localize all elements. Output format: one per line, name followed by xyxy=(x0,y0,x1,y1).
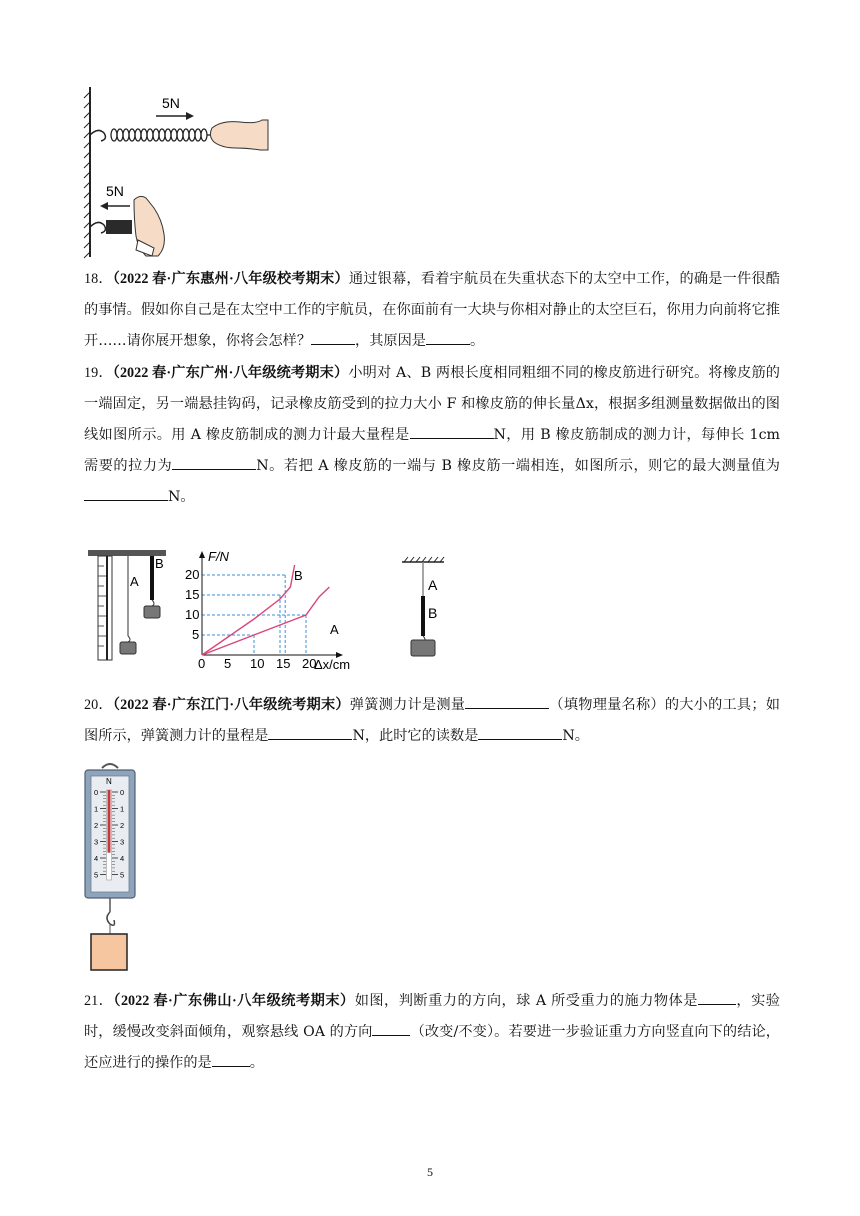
spring-coil xyxy=(111,129,207,141)
x-tick-label: 20 xyxy=(302,656,317,671)
y-tick-label: 5 xyxy=(192,627,200,642)
series-line-b xyxy=(202,565,295,655)
x-axis-label: Δx/cm xyxy=(314,657,351,672)
y-tick-label: 15 xyxy=(185,587,200,602)
series-line-a xyxy=(202,587,329,655)
answer-blank[interactable] xyxy=(410,424,494,439)
answer-blank[interactable] xyxy=(268,725,352,740)
force-label-top: 5N xyxy=(162,95,180,111)
tick-label-right: 5 xyxy=(120,870,125,880)
weight-b xyxy=(144,606,160,618)
question-source: （2022 春·广东惠州·八年级校考期末） xyxy=(112,271,349,287)
series-label-b: B xyxy=(294,568,303,583)
question-18 xyxy=(84,264,780,357)
question-text: 如图，判断重力的方向，球 A 所受重力的施力物体是 xyxy=(354,993,698,1009)
tick-label-right: 3 xyxy=(120,837,125,847)
question-21 xyxy=(84,986,780,1079)
tick-label-right: 0 xyxy=(120,788,125,797)
weight-block xyxy=(91,934,127,970)
question-number: 18． xyxy=(84,271,113,287)
tick-label-left: 4 xyxy=(94,854,99,863)
label-a: A xyxy=(428,577,438,593)
question-number: 20． xyxy=(84,697,113,713)
x-tick-label: 10 xyxy=(250,656,265,671)
x-tick-label: 0 xyxy=(198,656,206,671)
question-text: N，用 B 橡皮筋制成的测力计，每伸长 1cm 需要的拉力为 xyxy=(84,427,780,474)
label-a: A xyxy=(130,574,139,589)
x-tick-label: 5 xyxy=(224,656,232,671)
y-axis-label: F/N xyxy=(208,549,229,564)
tick-label-right: 4 xyxy=(120,854,125,863)
question-20 xyxy=(84,690,780,752)
page-number: 5 xyxy=(427,1165,433,1179)
rubber-band-apparatus xyxy=(86,546,170,664)
question-source: （2022 春·广东广州·八年级统考期末） xyxy=(112,365,349,381)
question-text: （填物理量名称）的大小的工具；如图所示，弹簧测力计的量程是 xyxy=(84,697,780,744)
compressed-spring xyxy=(106,220,132,234)
y-tick-label: 20 xyxy=(185,567,200,582)
spring-scale-figure xyxy=(82,762,138,974)
question-19 xyxy=(84,358,780,513)
label-b: B xyxy=(428,605,438,621)
tick-label-left: 5 xyxy=(94,870,99,880)
answer-blank[interactable] xyxy=(311,330,355,345)
hook-icon xyxy=(107,912,115,925)
question-text: ，实验时，缓慢改变斜面倾角，观察悬线 OA 的方向 xyxy=(84,993,780,1040)
answer-blank[interactable] xyxy=(212,1052,250,1067)
answer-blank[interactable] xyxy=(426,330,470,345)
question-number: 21． xyxy=(84,993,114,1009)
tick-label-right: 2 xyxy=(120,821,125,830)
question-text: ，其原因是 xyxy=(355,333,426,349)
tick-label-left: 1 xyxy=(94,804,99,814)
question-text: 弹簧测力计是测量 xyxy=(349,697,466,713)
question-text: N。 xyxy=(562,728,589,744)
label-b: B xyxy=(155,556,164,571)
unit-label: N xyxy=(106,777,112,786)
question-number: 19． xyxy=(84,365,113,381)
answer-blank[interactable] xyxy=(372,1021,410,1036)
tick-label-left: 0 xyxy=(94,788,99,797)
question-text: （改变/不变）。若要进一步验证重力方向竖直向下的结论，还应进行的操作的是 xyxy=(84,1024,780,1071)
series-label-a: A xyxy=(330,622,339,637)
spring-figure xyxy=(80,82,280,262)
y-tick-label: 10 xyxy=(185,607,200,622)
question-source: （2022 春·广东佛山·八年级统考期末） xyxy=(113,993,355,1009)
question-text: 。 xyxy=(249,1055,264,1071)
answer-blank[interactable] xyxy=(478,725,562,740)
scale-indicator xyxy=(108,790,111,853)
answer-blank[interactable] xyxy=(172,455,256,470)
weight-a xyxy=(120,642,136,654)
x-tick-label: 15 xyxy=(276,656,291,671)
connected-bands-figure xyxy=(398,556,448,660)
question-text: N。若把 A 橡皮筋的一端与 B 橡皮筋一端相连，如图所示，则它的最大测量值为 xyxy=(256,458,780,474)
question-text: 。 xyxy=(469,333,485,349)
answer-blank[interactable] xyxy=(698,990,736,1005)
tick-label-left: 3 xyxy=(94,837,99,847)
question-text: 通过银幕，看着宇航员在失重状态下的太空中工作，的确是一件很酷的事情。假如你自己是在太空中工作的宇航员，在你面前有一大块与你相对静止的太空巨石，你用力向前将它推开……请你展开想象，你将会怎样？ xyxy=(84,271,780,349)
question-text: N，此时它的读数是 xyxy=(352,728,479,744)
question-text: N。 xyxy=(168,489,195,505)
hand-icon xyxy=(210,120,268,150)
tick-label-left: 2 xyxy=(94,821,99,830)
answer-blank[interactable] xyxy=(84,486,168,501)
question-text: 小明对 A、B 两根长度相同粗细不同的橡皮筋进行研究。将橡皮筋的一端固定，另一端悬挂钩码，记录橡皮筋受到的拉力大小 F 和橡皮筋的伸长量Δx，根据多组测量数据做出的图线如图所示。用 A 橡皮筋制成的测力计最大量程是 xyxy=(84,365,780,443)
question-source: （2022 春·广东江门·八年级统考期末） xyxy=(112,697,350,713)
tick-label-right: 1 xyxy=(120,804,125,814)
force-extension-chart xyxy=(180,548,366,672)
weight xyxy=(411,640,435,656)
answer-blank[interactable] xyxy=(465,694,549,709)
force-label-bottom: 5N xyxy=(106,183,124,199)
